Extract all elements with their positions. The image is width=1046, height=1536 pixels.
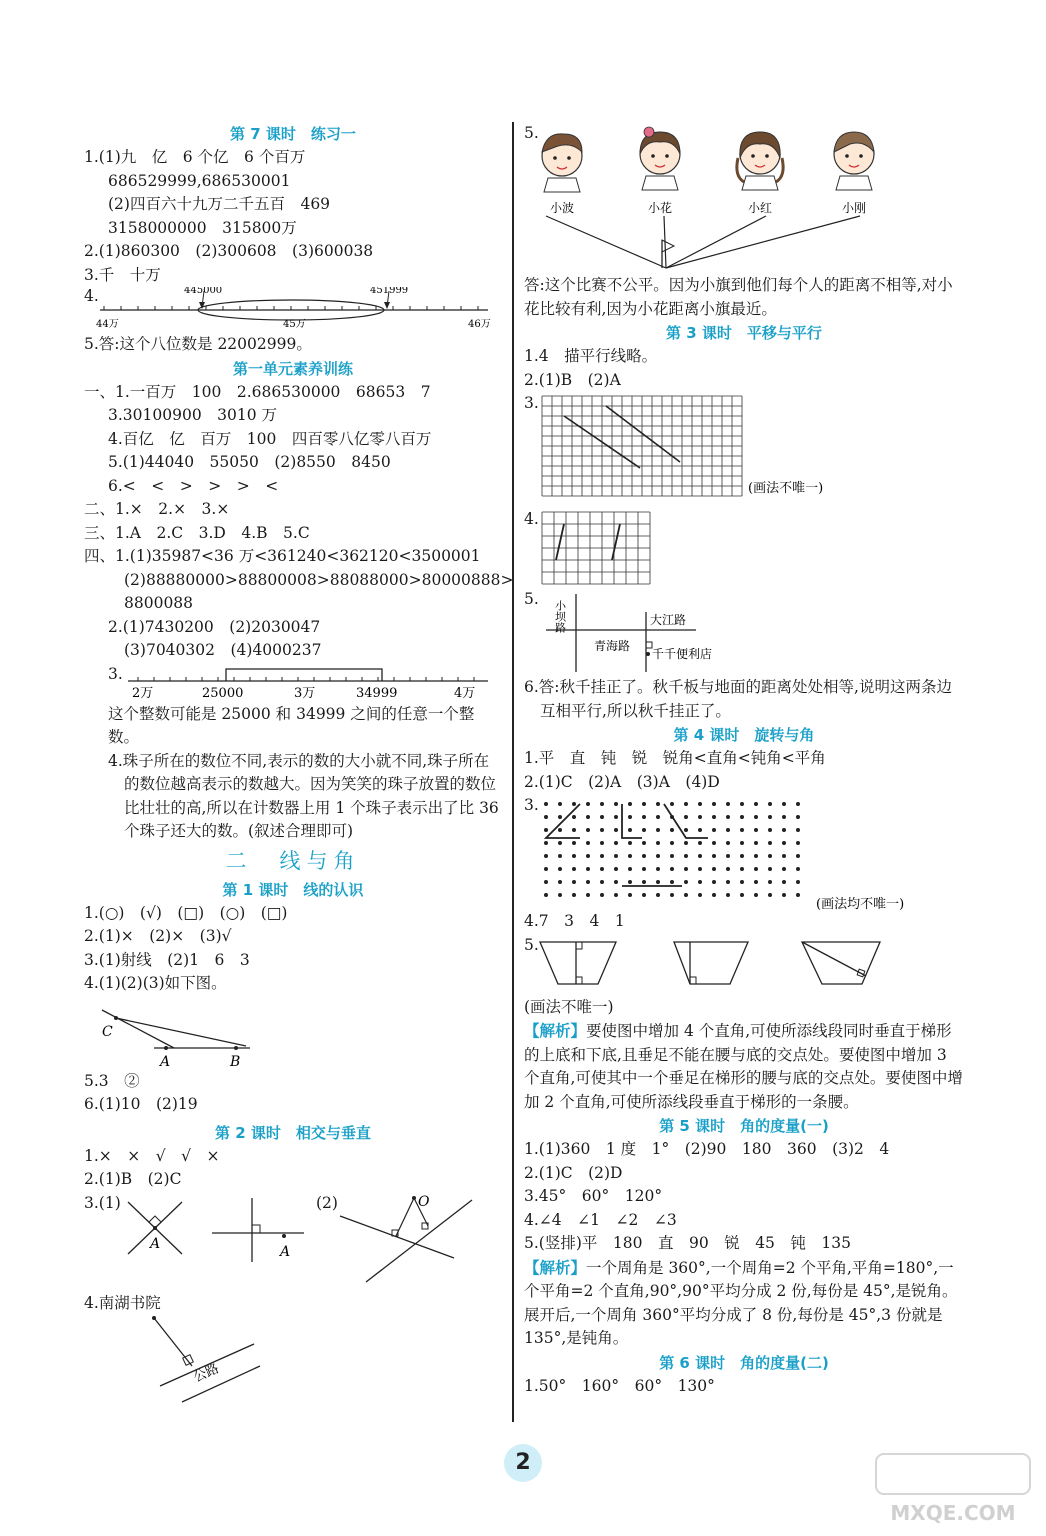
grid-dot <box>726 815 730 819</box>
grid-dot <box>684 841 688 845</box>
answer-line: 1.(1)360 1 度 1° (2)90 180 360 (3)2 4 <box>524 1140 890 1158</box>
figure-note: (画法不唯一) <box>748 481 824 496</box>
unit-1-training-title: 第一单元素养训练 <box>232 359 353 378</box>
grid-dot <box>544 867 548 871</box>
answer-line: 2.(1)860300 (2)300608 (3)600038 <box>84 242 374 260</box>
grid-dot <box>796 854 800 858</box>
answer-line: (2)四百六十九万二千五百 469 <box>108 195 331 213</box>
answer-line: (2)88880000>88800008>88088000>80000888> <box>124 570 514 589</box>
grid-dot <box>768 828 772 832</box>
street-svg <box>524 588 964 676</box>
grid-dot <box>656 802 660 806</box>
grid-dot <box>600 893 604 897</box>
grid-dot <box>670 828 674 832</box>
answer-line: 2.(1)B (2)C <box>84 1170 182 1188</box>
grid-dot <box>572 828 576 832</box>
grid-dot <box>572 854 576 858</box>
grid-dot <box>642 802 646 806</box>
grid-dot <box>544 880 548 884</box>
grid-dot <box>600 854 604 858</box>
answer-line: 2.(1)7430200 (2)2030047 <box>108 617 321 636</box>
grid-dot <box>628 802 632 806</box>
children-distance-figure <box>524 122 964 274</box>
children-svg <box>524 122 964 274</box>
bookstore-road-figure <box>84 1292 502 1404</box>
answer-line: 三、1.A 2.C 3.D 4.B 5.C <box>84 523 310 542</box>
number-line-figure <box>84 287 502 333</box>
parallel-grid-figure <box>524 508 964 588</box>
grid-dot <box>544 854 548 858</box>
grid-dot <box>600 841 604 845</box>
grid-svg <box>524 392 964 508</box>
grid-dot <box>628 854 632 858</box>
answer-line: 3158000000 315800万 <box>108 218 297 237</box>
grid-dot <box>782 854 786 858</box>
grid-dot <box>614 841 618 845</box>
grid-dot <box>698 828 702 832</box>
grid-dot <box>586 815 590 819</box>
grid-dot <box>740 893 744 897</box>
triangle-lines-figure <box>84 996 502 1070</box>
lesson-6-title: 第 6 课时 角的度量(二) <box>659 1353 829 1372</box>
lesson-1-title: 第 1 课时 线的认识 <box>222 880 364 899</box>
grid-dot <box>628 828 632 832</box>
grid-dot <box>768 880 772 884</box>
grid-dot <box>740 880 744 884</box>
grid-dot <box>796 880 800 884</box>
grid-dot <box>558 815 562 819</box>
number-line-label: 445000 <box>184 287 223 296</box>
grid-dot <box>656 854 660 858</box>
number-line-svg <box>84 287 502 333</box>
grid-dot <box>726 880 730 884</box>
grid-dot <box>614 893 618 897</box>
grid-dot <box>712 802 716 806</box>
lesson-5-title: 第 5 课时 角的度量(一) <box>659 1117 829 1135</box>
point-label: O <box>418 1193 430 1210</box>
grid-dot <box>600 867 604 871</box>
grid-dot <box>670 880 674 884</box>
grid-dot <box>754 880 758 884</box>
grid-dot <box>614 880 618 884</box>
grid-dot <box>782 828 786 832</box>
grid-dot <box>628 815 632 819</box>
grid-dot <box>754 867 758 871</box>
grid-dot <box>642 854 646 858</box>
answer-line: (画法不唯一) <box>524 997 614 1016</box>
point-label: A <box>160 1053 171 1070</box>
grid-dot <box>586 802 590 806</box>
answer-line: 一、1.一百万 100 2.686530000 68653 7 <box>84 382 431 401</box>
grid-dot <box>726 841 730 845</box>
answer-line: 四、1.(1)35987<36 万<361240<362120<3500001 <box>84 547 481 565</box>
grid-dot <box>782 880 786 884</box>
answer-line: 2.(1)× (2)× (3)√ <box>84 927 232 945</box>
grid-dot <box>740 854 744 858</box>
answer-line: 6.< < > > > < <box>108 476 279 495</box>
grid-dot <box>768 841 772 845</box>
grid-dot <box>600 880 604 884</box>
grid-dot <box>782 867 786 871</box>
road-svg <box>84 1292 502 1404</box>
grid-dot <box>670 867 674 871</box>
grid-dot <box>558 854 562 858</box>
grid-dot <box>740 841 744 845</box>
answer-line: 3. <box>108 664 123 683</box>
range-line-label: 34999 <box>356 685 398 701</box>
grid-dot <box>712 828 716 832</box>
grid-dot <box>558 880 562 884</box>
answer-line: 2.(1)C (2)D <box>524 1163 623 1182</box>
grid-dot <box>754 854 758 858</box>
lesson-7-title: 第 7 课时 练习一 <box>230 125 356 143</box>
trapezoid-figures <box>524 934 964 996</box>
answer-line: 4.南湖书院 <box>84 1293 161 1312</box>
analysis-text: 一个周角是 360°,一个周角=2 个平角,平角=180°,一个平角=2 个直角,90°,90°平均分成 2 份,每份是 45°,是锐角。展开后,一个周角 360°平均分成了 8 份,每份是 45°,3 份就是 135°,是钝角。 <box>524 1258 958 1347</box>
grid-dot <box>740 828 744 832</box>
answer-line: 4. <box>84 287 99 305</box>
analysis-tag: 【解析】 <box>524 1021 587 1040</box>
dot-grid-figure <box>524 794 964 910</box>
grid-dot <box>796 815 800 819</box>
number-line-label: 45万 <box>283 319 306 330</box>
grid-dot <box>768 867 772 871</box>
grid-dot <box>698 815 702 819</box>
range-line-label: 2万 <box>132 685 154 701</box>
answer-line: 5. <box>524 935 539 954</box>
answer-line: 二、1.× 2.× 3.× <box>84 500 230 518</box>
answer-line: 6.(1)10 (2)19 <box>84 1095 198 1113</box>
child-face-icon <box>737 132 783 190</box>
grid-dot <box>586 828 590 832</box>
grid-dot <box>642 815 646 819</box>
grid-dot <box>740 815 744 819</box>
range-number-line-figure <box>84 663 502 703</box>
grid-dot <box>586 841 590 845</box>
column-divider <box>512 122 514 1422</box>
answer-line: 3.30100900 3010 万 <box>108 406 278 424</box>
grid-dot <box>558 828 562 832</box>
dot-grid-svg <box>524 794 964 910</box>
grid-dot <box>670 841 674 845</box>
grid-dot <box>544 802 548 806</box>
range-line-label: 3万 <box>294 685 316 701</box>
grid-dot <box>642 893 646 897</box>
answer-line: 4. <box>524 510 539 528</box>
grid-dot <box>572 841 576 845</box>
grid-dot <box>796 802 800 806</box>
number-line-label: 451999 <box>370 287 409 296</box>
grid-dot <box>558 893 562 897</box>
grid-dot <box>726 854 730 858</box>
grid-dot <box>656 841 660 845</box>
grid-dot <box>614 867 618 871</box>
answer-line: 1.(1)九 亿 6 个亿 6 个百万 <box>84 148 306 166</box>
perpendicular-figures <box>84 1192 502 1292</box>
grid-dot <box>712 867 716 871</box>
lesson-2-title: 第 2 课时 相交与垂直 <box>215 1123 371 1142</box>
analysis-paragraph <box>524 1256 964 1351</box>
grid-dot <box>684 893 688 897</box>
street-map-figure <box>524 588 964 676</box>
answer-line: 4.∠4 ∠1 ∠2 ∠3 <box>524 1210 677 1229</box>
grid-dot <box>698 802 702 806</box>
grid-dot <box>726 867 730 871</box>
grid-dot <box>768 854 772 858</box>
answer-line: 1.(○) (√) (□) (○) (□) <box>84 903 288 922</box>
grid-dot <box>642 867 646 871</box>
road-label: 青海路 <box>594 639 631 653</box>
child-name: 小波 <box>550 201 575 215</box>
answer-line: 5. <box>524 124 539 142</box>
answer-line: 1.50° 160° 60° 130° <box>524 1376 715 1395</box>
answer-line: 3. <box>524 796 539 814</box>
grid-dot <box>586 880 590 884</box>
grid-dot <box>768 815 772 819</box>
grid-dot <box>572 893 576 897</box>
grid-dot <box>600 802 604 806</box>
grid-dot <box>754 841 758 845</box>
answer-line: 3. <box>524 394 539 412</box>
grid-dot <box>684 802 688 806</box>
point-label: C <box>102 1023 113 1040</box>
grid-dot <box>754 815 758 819</box>
grid-dot <box>712 880 716 884</box>
answer-line: 3.(1)射线 (2)1 6 3 <box>84 950 250 969</box>
grid-dot <box>656 880 660 884</box>
answer-line: 5.答:这个八位数是 22002999。 <box>84 335 312 353</box>
grid-dot <box>726 828 730 832</box>
grid-dot <box>754 802 758 806</box>
grid-dot <box>726 893 730 897</box>
grid-dot <box>698 854 702 858</box>
grid-dot <box>656 867 660 871</box>
number-line-label: 46万 <box>468 319 491 330</box>
grid-dot <box>712 815 716 819</box>
grid-dot <box>558 802 562 806</box>
grid-dot <box>628 841 632 845</box>
range-line-label: 4万 <box>454 685 476 701</box>
answer-line: (3)7040302 (4)4000237 <box>124 641 322 659</box>
grid-dot <box>544 815 548 819</box>
child-name: 小刚 <box>842 201 867 215</box>
grid-dot <box>782 893 786 897</box>
grid-dot <box>656 893 660 897</box>
grid-dot <box>600 828 604 832</box>
answer-line: 1.4 描平行线略。 <box>524 347 658 365</box>
answer-line: 3.千 十万 <box>84 265 161 284</box>
grid-dot <box>712 893 716 897</box>
point-label: B <box>230 1053 241 1070</box>
grid-dot <box>642 841 646 845</box>
answer-line: 8800088 <box>124 594 194 612</box>
watermark-logo <box>872 1448 1034 1528</box>
perpendicular-svg <box>84 1192 502 1292</box>
grid-dot <box>684 815 688 819</box>
page-number: 2 <box>504 1444 542 1482</box>
grid-dot <box>628 867 632 871</box>
answer-line: 4.(1)(2)(3)如下图。 <box>84 974 227 992</box>
answer-line: 1.平 直 钝 锐 锐角<直角<钝角<平角 <box>524 749 826 767</box>
grid-dot <box>754 828 758 832</box>
grid-dot <box>712 841 716 845</box>
grid-dot <box>558 841 562 845</box>
child-face-icon <box>542 134 582 192</box>
grid-dot <box>684 854 688 858</box>
flag-icon <box>662 240 674 252</box>
range-line-svg <box>84 663 502 703</box>
answer-line: 686529999,686530001 <box>108 171 291 190</box>
grid-dot <box>642 880 646 884</box>
grid-dot <box>544 893 548 897</box>
grid-dot <box>656 815 660 819</box>
grid-dot <box>698 841 702 845</box>
answer-line: 5.(1)44040 55050 (2)8550 8450 <box>108 453 391 471</box>
answer-line: 5. <box>524 590 539 608</box>
answer-paragraph: 答:这个比赛不公平。因为小旗到他们每个人的距离不相等,对小花比较有利,因为小花距离小旗最近。 <box>524 276 953 318</box>
number-line-label: 44万 <box>96 319 119 330</box>
child-face-icon <box>834 132 874 190</box>
point-label: A <box>150 1235 161 1252</box>
grid-dot <box>740 867 744 871</box>
grid-dot <box>670 893 674 897</box>
grid-dot <box>768 802 772 806</box>
grid-svg <box>524 508 964 588</box>
translation-grid-figure <box>524 392 964 508</box>
grid-dot <box>614 802 618 806</box>
road-label: 大江路 <box>650 613 687 627</box>
lesson-3-title: 第 3 课时 平移与平行 <box>666 324 822 342</box>
point-label: A <box>280 1243 291 1260</box>
answer-line: (2) <box>316 1193 338 1212</box>
grid-dot <box>782 802 786 806</box>
analysis-tag: 【解析】 <box>524 1257 587 1277</box>
grid-dot <box>586 854 590 858</box>
grid-dot <box>614 828 618 832</box>
grid-dot <box>698 867 702 871</box>
trapezoid-svg <box>524 934 964 996</box>
grid-dot <box>628 880 632 884</box>
grid-dot <box>782 815 786 819</box>
grid-dot <box>572 867 576 871</box>
grid-dot <box>726 802 730 806</box>
grid-dot <box>586 893 590 897</box>
answer-paragraph: 6.答:秋千挂正了。秋千板与地面的距离处处相等,说明这两条边互相平行,所以秋千挂正了。 <box>524 678 952 720</box>
left-column <box>84 122 514 1404</box>
grid-dot <box>572 802 576 806</box>
grid-dot <box>684 828 688 832</box>
grid-dot <box>796 828 800 832</box>
grid-dot <box>614 854 618 858</box>
grid-dot <box>600 815 604 819</box>
answer-line: 1.× × √ √ × <box>84 1146 220 1165</box>
answer-paragraph: 4.珠子所在的数位不同,表示的数的大小就不同,珠子所在的数位越高表示的数越大。因为笑笑的珠子放置的数位比壮壮的高,所以在计数器上用 1 个珠子表示出了比 36 个珠子还大的数。(叙述合理即可) <box>108 751 499 840</box>
grid-dot <box>768 893 772 897</box>
grid-dot <box>698 880 702 884</box>
grid-dot <box>572 880 576 884</box>
answer-line: 5.(竖排)平 180 直 90 锐 45 钝 135 <box>524 1234 851 1252</box>
child-name: 小花 <box>648 201 673 215</box>
answer-paragraph: 这个整数可能是 25000 和 34999 之间的任意一个整数。 <box>108 704 475 746</box>
road-label: 小坝路 <box>553 600 567 633</box>
grid-dot <box>544 841 548 845</box>
grid-dot <box>712 854 716 858</box>
range-line-label: 25000 <box>202 685 244 701</box>
watermark-text: MXQE.COM <box>890 1501 1016 1525</box>
grid-dot <box>740 802 744 806</box>
answer-line: 3.45° 60° 120° <box>524 1187 663 1205</box>
answer-line: 4.7 3 4 1 <box>524 912 625 930</box>
grid-dot <box>586 867 590 871</box>
grid-dot <box>754 893 758 897</box>
answer-line: 2.(1)B (2)A <box>524 370 621 389</box>
grid-dot <box>656 828 660 832</box>
grid-dot <box>782 841 786 845</box>
answer-line: 2.(1)C (2)A (3)A (4)D <box>524 772 720 791</box>
grid-dot <box>558 867 562 871</box>
grid-dot <box>544 828 548 832</box>
grid-dot <box>642 828 646 832</box>
figure-note: (画法均不唯一) <box>816 897 905 910</box>
grid-dot <box>796 893 800 897</box>
child-name: 小红 <box>748 201 773 215</box>
grid-dot <box>796 841 800 845</box>
grid-dot <box>684 867 688 871</box>
grid-dot <box>684 880 688 884</box>
grid-dot <box>628 893 632 897</box>
grid-dot <box>698 893 702 897</box>
lesson-4-title: 第 4 课时 旋转与角 <box>673 726 815 744</box>
grid-dot <box>670 854 674 858</box>
unit-2-title: 二 线与角 <box>225 848 361 873</box>
store-label: 千千便利店 <box>652 647 713 661</box>
answer-line: 4.百亿 亿 百万 100 四百零八亿零八百万 <box>108 429 432 448</box>
grid-dot <box>572 815 576 819</box>
grid-dot <box>670 802 674 806</box>
grid-dot <box>614 815 618 819</box>
analysis-text: 要使图中增加 4 个直角,可使所添线段同时垂直于梯形的上底和下底,且垂足不能在腰与底的交点处。要使图中增加 3 个直角,可使其中一个垂足在梯形的腰与底的交点处。要使图中增加 2 个直角,可使所添线段垂直于梯形的一条腰。 <box>524 1022 963 1111</box>
child-face-icon <box>640 127 680 190</box>
right-column <box>524 122 964 1398</box>
grid-dot <box>796 867 800 871</box>
road-label: 公路 <box>191 1360 222 1386</box>
analysis-paragraph <box>524 1019 964 1114</box>
answer-line: 5.3 ② <box>84 1071 140 1090</box>
answer-line: 3.(1) <box>84 1193 121 1212</box>
